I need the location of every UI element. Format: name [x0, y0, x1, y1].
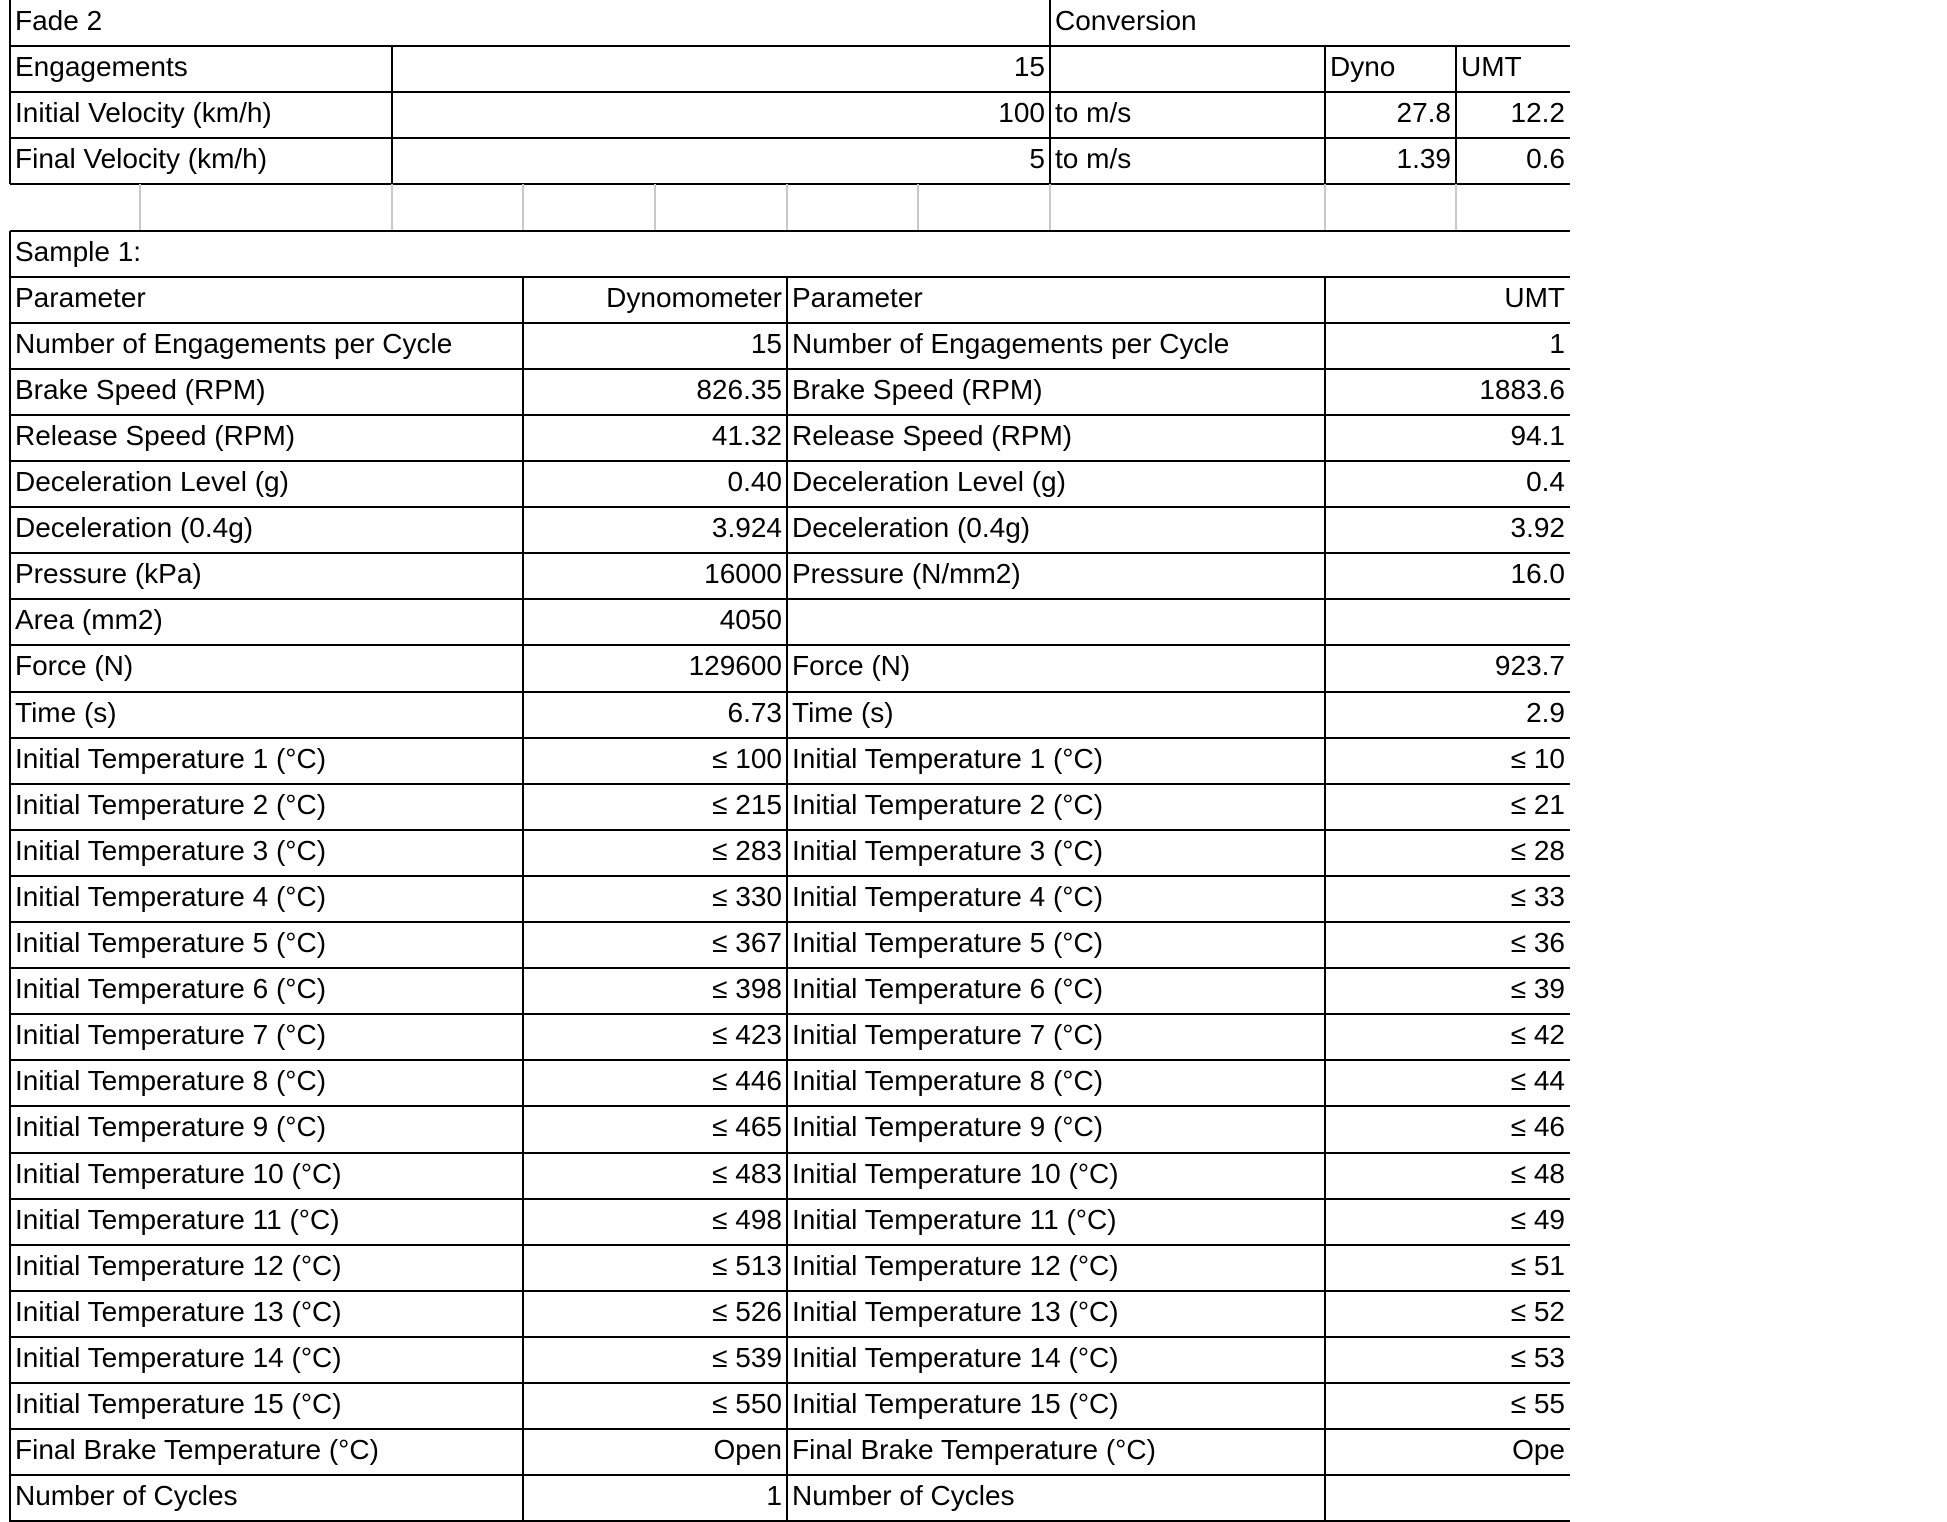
fade-row-value: 100 [392, 91, 1050, 137]
right-parameter: Deceleration Level (g) [787, 460, 1325, 506]
right-parameter: Initial Temperature 6 (°C) [787, 967, 1325, 1013]
right-value: ≤ 36 [1325, 921, 1570, 967]
right-parameter [787, 598, 1325, 644]
fade-title: Fade 2 [10, 0, 1050, 45]
grid-line [10, 1152, 1570, 1154]
right-parameter: Final Brake Temperature (°C) [787, 1428, 1325, 1474]
grid-line [10, 644, 1570, 646]
left-parameter: Initial Temperature 1 (°C) [10, 737, 523, 783]
left-value: ≤ 465 [523, 1105, 787, 1151]
grid-line [10, 460, 1570, 462]
right-value [1325, 598, 1570, 644]
left-parameter: Number of Engagements per Cycle [10, 322, 523, 368]
header-right-parameter: Parameter [787, 276, 1325, 322]
right-parameter: Initial Temperature 7 (°C) [787, 1013, 1325, 1059]
grid-line [10, 414, 1570, 416]
right-value: 923.7 [1325, 644, 1570, 690]
grid-line [139, 184, 141, 230]
grid-line [10, 875, 1570, 877]
grid-line [10, 829, 1570, 831]
left-value: ≤ 526 [523, 1290, 787, 1336]
left-parameter: Force (N) [10, 644, 523, 690]
right-value: 3.92 [1325, 506, 1570, 552]
header-right-value: UMT [1325, 276, 1570, 322]
left-value: 826.35 [523, 368, 787, 414]
right-parameter: Initial Temperature 11 (°C) [787, 1198, 1325, 1244]
right-parameter: Brake Speed (RPM) [787, 368, 1325, 414]
right-value: ≤ 49 [1325, 1198, 1570, 1244]
right-value: 94.1 [1325, 414, 1570, 460]
conversion-label: Conversion [1050, 0, 1570, 45]
left-parameter: Initial Temperature 5 (°C) [10, 921, 523, 967]
header-left-parameter: Parameter [10, 276, 523, 322]
left-value: ≤ 550 [523, 1382, 787, 1428]
left-value: Open [523, 1428, 787, 1474]
fade-row-conversion [1050, 45, 1325, 91]
right-value [1325, 1474, 1570, 1520]
grid-line [1324, 46, 1326, 184]
grid-line [9, 0, 11, 184]
right-value: ≤ 53 [1325, 1336, 1570, 1382]
grid-line [10, 322, 1570, 324]
left-value: ≤ 513 [523, 1244, 787, 1290]
right-parameter: Initial Temperature 15 (°C) [787, 1382, 1325, 1428]
right-parameter: Deceleration (0.4g) [787, 506, 1325, 552]
left-value: 4050 [523, 598, 787, 644]
grid-line [786, 277, 788, 1522]
fade-row-umt: 12.2 [1456, 91, 1570, 137]
left-parameter: Final Brake Temperature (°C) [10, 1428, 523, 1474]
grid-line [10, 1105, 1570, 1107]
grid-line [10, 137, 1570, 139]
grid-line [10, 1382, 1570, 1384]
right-parameter: Initial Temperature 5 (°C) [787, 921, 1325, 967]
right-value: Ope [1325, 1428, 1570, 1474]
right-parameter: Number of Cycles [787, 1474, 1325, 1520]
grid-line [10, 45, 1570, 47]
left-parameter: Initial Temperature 15 (°C) [10, 1382, 523, 1428]
grid-line [786, 184, 788, 230]
grid-line [10, 183, 1570, 185]
grid-line [9, 231, 11, 1522]
right-parameter: Release Speed (RPM) [787, 414, 1325, 460]
grid-line [10, 1474, 1570, 1476]
fade-row-value: 5 [392, 137, 1050, 183]
left-value: ≤ 483 [523, 1152, 787, 1198]
left-parameter: Deceleration (0.4g) [10, 506, 523, 552]
grid-line [1049, 0, 1051, 184]
grid-line [10, 506, 1570, 508]
left-parameter: Time (s) [10, 691, 523, 737]
left-value: ≤ 330 [523, 875, 787, 921]
left-value: ≤ 423 [523, 1013, 787, 1059]
sample-title: Sample 1: [10, 230, 1570, 276]
grid-line [10, 1244, 1570, 1246]
grid-line [10, 737, 1570, 739]
left-parameter: Initial Temperature 9 (°C) [10, 1105, 523, 1151]
left-parameter: Area (mm2) [10, 598, 523, 644]
right-value: ≤ 28 [1325, 829, 1570, 875]
grid-line [1324, 184, 1326, 230]
left-parameter: Pressure (kPa) [10, 552, 523, 598]
left-parameter: Initial Temperature 4 (°C) [10, 875, 523, 921]
fade-row-umt: 0.6 [1456, 137, 1570, 183]
grid-line [10, 276, 1570, 278]
grid-line [10, 1336, 1570, 1338]
left-value: 3.924 [523, 506, 787, 552]
left-value: 6.73 [523, 691, 787, 737]
fade-row-dyno: 27.8 [1325, 91, 1456, 137]
grid-line [1049, 184, 1051, 230]
grid-line [391, 184, 393, 230]
grid-line [1455, 184, 1457, 230]
left-value: ≤ 100 [523, 737, 787, 783]
right-value: ≤ 39 [1325, 967, 1570, 1013]
fade-row-dyno: 1.39 [1325, 137, 1456, 183]
header-left-value: Dynomometer [523, 276, 787, 322]
right-value: ≤ 55 [1325, 1382, 1570, 1428]
grid-line [10, 368, 1570, 370]
grid-line [10, 230, 1570, 232]
left-parameter: Initial Temperature 10 (°C) [10, 1152, 523, 1198]
grid-line [10, 1198, 1570, 1200]
right-value: 2.9 [1325, 691, 1570, 737]
left-value: 41.32 [523, 414, 787, 460]
left-value: ≤ 446 [523, 1059, 787, 1105]
right-parameter: Initial Temperature 1 (°C) [787, 737, 1325, 783]
grid-line [10, 1013, 1570, 1015]
right-parameter: Initial Temperature 10 (°C) [787, 1152, 1325, 1198]
left-parameter: Initial Temperature 11 (°C) [10, 1198, 523, 1244]
left-parameter: Initial Temperature 8 (°C) [10, 1059, 523, 1105]
right-parameter: Initial Temperature 8 (°C) [787, 1059, 1325, 1105]
grid-line [391, 46, 393, 184]
left-value: ≤ 498 [523, 1198, 787, 1244]
right-value: 1 [1325, 322, 1570, 368]
right-value: 1883.6 [1325, 368, 1570, 414]
dyno-header: Dyno [1325, 45, 1456, 91]
left-value: ≤ 283 [523, 829, 787, 875]
fade-row-label: Final Velocity (km/h) [10, 137, 392, 183]
right-parameter: Time (s) [787, 691, 1325, 737]
left-parameter: Initial Temperature 12 (°C) [10, 1244, 523, 1290]
left-value: 1 [523, 1474, 787, 1520]
right-parameter: Initial Temperature 9 (°C) [787, 1105, 1325, 1151]
grid-line [522, 277, 524, 1522]
right-value: ≤ 44 [1325, 1059, 1570, 1105]
right-parameter: Initial Temperature 4 (°C) [787, 875, 1325, 921]
left-parameter: Initial Temperature 3 (°C) [10, 829, 523, 875]
right-value: ≤ 21 [1325, 783, 1570, 829]
left-parameter: Release Speed (RPM) [10, 414, 523, 460]
left-parameter: Initial Temperature 2 (°C) [10, 783, 523, 829]
fade-row-dyno [1325, 45, 1456, 91]
left-parameter: Brake Speed (RPM) [10, 368, 523, 414]
right-value: 0.4 [1325, 460, 1570, 506]
left-value: ≤ 215 [523, 783, 787, 829]
umt-header: UMT [1456, 45, 1570, 91]
right-value: ≤ 52 [1325, 1290, 1570, 1336]
left-parameter: Deceleration Level (g) [10, 460, 523, 506]
grid-line [1455, 46, 1457, 184]
left-value: 16000 [523, 552, 787, 598]
right-value: 16.0 [1325, 552, 1570, 598]
left-parameter: Initial Temperature 13 (°C) [10, 1290, 523, 1336]
left-value: ≤ 367 [523, 921, 787, 967]
right-value: ≤ 46 [1325, 1105, 1570, 1151]
grid-line [10, 552, 1570, 554]
grid-line [10, 1428, 1570, 1430]
grid-line [10, 598, 1570, 600]
left-value: ≤ 539 [523, 1336, 787, 1382]
right-parameter: Number of Engagements per Cycle [787, 322, 1325, 368]
right-parameter: Initial Temperature 2 (°C) [787, 783, 1325, 829]
right-value: ≤ 48 [1325, 1152, 1570, 1198]
right-parameter: Initial Temperature 12 (°C) [787, 1244, 1325, 1290]
right-parameter: Initial Temperature 3 (°C) [787, 829, 1325, 875]
fade-row-value: 15 [392, 45, 1050, 91]
fade-row-umt [1456, 45, 1570, 91]
right-value: ≤ 10 [1325, 737, 1570, 783]
left-value: ≤ 398 [523, 967, 787, 1013]
left-parameter: Initial Temperature 14 (°C) [10, 1336, 523, 1382]
grid-line [10, 691, 1570, 693]
fade-row-conversion: to m/s [1050, 91, 1325, 137]
grid-line [10, 1290, 1570, 1292]
fade-row-label: Engagements [10, 45, 392, 91]
right-value: ≤ 33 [1325, 875, 1570, 921]
right-parameter: Pressure (N/mm2) [787, 552, 1325, 598]
grid-line [917, 184, 919, 230]
left-parameter: Number of Cycles [10, 1474, 523, 1520]
grid-line [1324, 277, 1326, 1522]
left-parameter: Initial Temperature 7 (°C) [10, 1013, 523, 1059]
grid-line [654, 184, 656, 230]
right-value: ≤ 51 [1325, 1244, 1570, 1290]
left-value: 129600 [523, 644, 787, 690]
grid-line [10, 1059, 1570, 1061]
left-value: 0.40 [523, 460, 787, 506]
grid-line [10, 967, 1570, 969]
left-parameter: Initial Temperature 6 (°C) [10, 967, 523, 1013]
right-parameter: Force (N) [787, 644, 1325, 690]
right-value: ≤ 42 [1325, 1013, 1570, 1059]
grid-line [10, 921, 1570, 923]
grid-line [522, 184, 524, 230]
left-value: 15 [523, 322, 787, 368]
right-parameter: Initial Temperature 14 (°C) [787, 1336, 1325, 1382]
grid-line [10, 91, 1570, 93]
grid-line [10, 783, 1570, 785]
fade-row-conversion: to m/s [1050, 137, 1325, 183]
right-parameter: Initial Temperature 13 (°C) [787, 1290, 1325, 1336]
fade-row-label: Initial Velocity (km/h) [10, 91, 392, 137]
